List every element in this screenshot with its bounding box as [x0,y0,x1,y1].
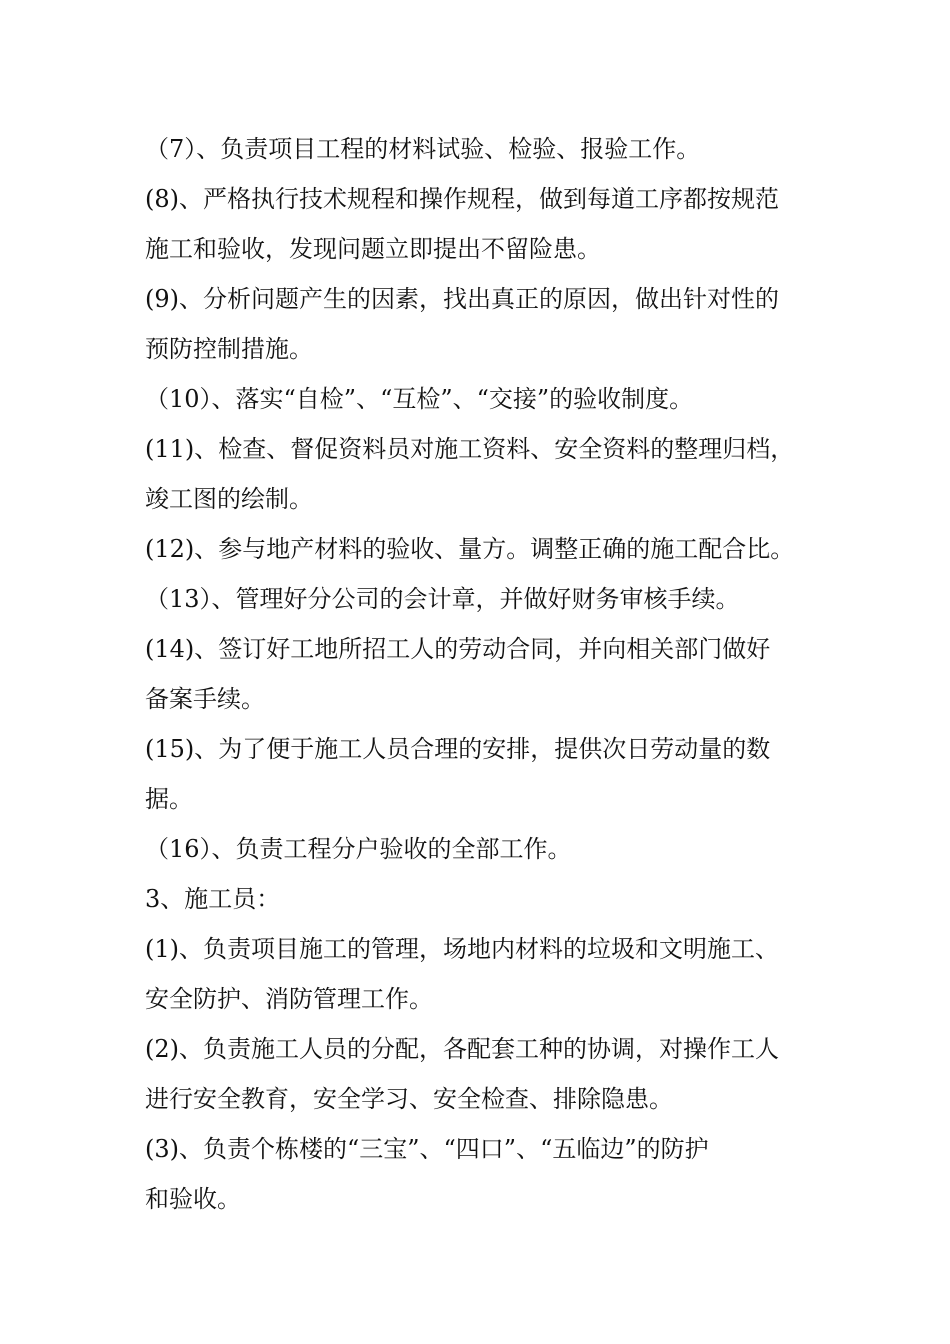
text-line: (2)、负责施工人员的分配，各配套工种的协调，对操作工人 [145,1035,779,1063]
text-line: (14)、签订好工地所招工人的劳动合同，并向相关部门做好 [145,635,771,663]
text-line: 安全防护、消防管理工作。 [145,985,433,1013]
section-heading: 3、施工员： [145,885,281,913]
text-line: 竣工图的绘制。 [145,485,313,513]
text-line: (12)、参与地产材料的验收、量方。调整正确的施工配合比。 [145,535,795,563]
text-line: 预防控制措施。 [145,335,313,363]
text-line: (1)、负责项目施工的管理，场地内材料的垃圾和文明施工、 [145,935,779,963]
document-page [145,124,810,1224]
text-line: （13）、管理好分公司的会计章，并做好财务审核手续。 [145,585,740,613]
text-line: 备案手续。 [145,685,265,713]
text-line: (3)、负责个栋楼的“三宝”、“四口”、“五临边”的防护 [145,1135,709,1163]
text-line: (15)、为了便于施工人员合理的安排，提供次日劳动量的数 [145,735,771,763]
text-line: 进行安全教育，安全学习、安全检查、排除隐患。 [145,1085,673,1113]
text-line: （7）、负责项目工程的材料试验、检验、报验工作。 [145,135,701,163]
text-line: （10）、落实“自检”、“互检”、“交接”的验收制度。 [145,385,694,413]
text-line: (11)、检查、督促资料员对施工资料、安全资料的整理归档， [145,435,795,463]
text-line: 和验收。 [145,1185,241,1213]
text-line: (9)、分析问题产生的因素，找出真正的原因，做出针对性的 [145,285,779,313]
text-line: （16）、负责工程分户验收的全部工作。 [145,835,572,863]
text-line: (8)、严格执行技术规程和操作规程，做到每道工序都按规范 [145,185,779,213]
text-line: 据。 [145,785,193,813]
text-line: 施工和验收，发现问题立即提出不留险患。 [145,235,601,263]
